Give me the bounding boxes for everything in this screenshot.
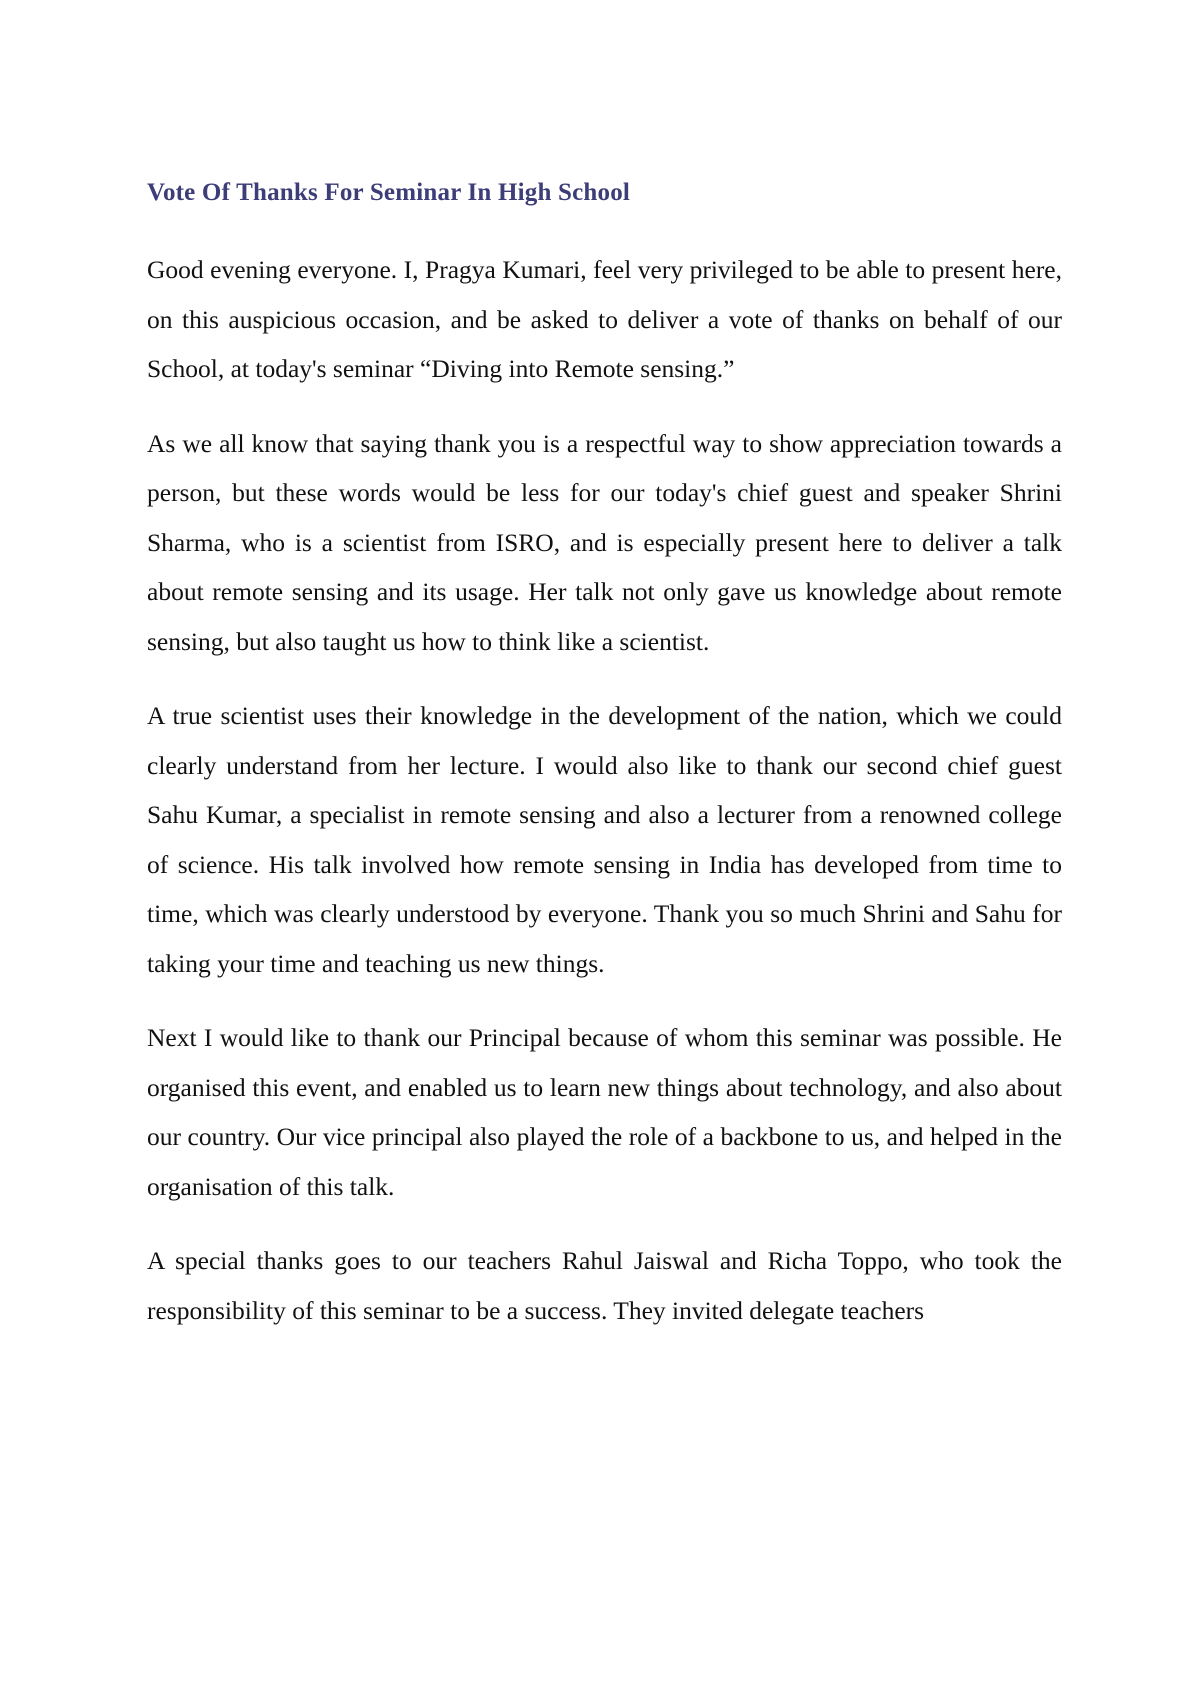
document-title: Vote Of Thanks For Seminar In High School <box>147 179 631 206</box>
paragraph-chief-guest: As we all know that saying thank you is a respectful way to show appreciation towards a person, but these words would be less for our today's chief guest and speaker Shrini Sharma, who is a scientist from ISRO, and is especially present here to deliver a talk about remote sensing and its usage. Her talk not only gave us knowledge about remote sensing, but also taught us how to think like a scientist. <box>147 428 1062 656</box>
paragraph-teachers: A special thanks goes to our teachers Rahul Jaiswal and Richa Toppo, who took the responsibility of this seminar to be a success. They invited delegate teachers <box>147 1246 1062 1325</box>
paragraph-second-guest: A true scientist uses their knowledge in the development of the nation, which we could clearly understand from her lecture. I would also like to thank our second chief guest Sahu Kumar, a specialist in remote sensing and also a lecturer from a renowned college of science. His talk involved how remote sensing in India has developed from time to time, which was clearly understood by everyone. Thank you so much Shrini and Sahu for taking your time and teaching us new things. <box>147 701 1062 978</box>
paragraph-greeting: Good evening everyone. I, Pragya Kumari, feel very privileged to be able to present here, on this auspicious occasion, and be asked to deliver a vote of thanks on behalf of our School, at today's seminar “Diving into Remote sensing.” <box>147 255 1062 383</box>
document-body <box>147 176 1062 1335</box>
paragraph-principal: Next I would like to thank our Principal because of whom this seminar was possible. He organised this event, and enabled us to learn new things about technology, and also about our country. Our vice principal also played the role of a backbone to us, and helped in the organisation of this talk. <box>147 1023 1062 1201</box>
